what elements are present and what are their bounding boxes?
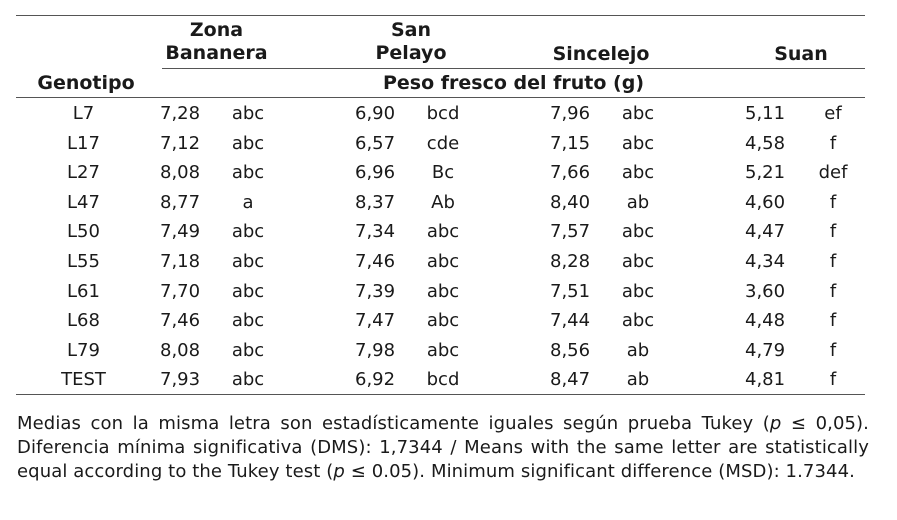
footnote-text-1: Medias con la misma letra son estadísticamente iguales según prueba Tukey ( <box>17 413 770 434</box>
group-suan: f <box>829 132 837 154</box>
group-zona-bananera: abc <box>231 310 265 332</box>
group-san-pelayo: abc <box>426 221 460 243</box>
column-header-zona-bananera-line1: Zona <box>189 19 244 41</box>
group-suan: f <box>829 339 837 361</box>
column-header-san-pelayo-line2: Pelayo <box>375 42 447 64</box>
group-zona-bananera: abc <box>231 339 265 361</box>
group-sincelejo: abc <box>621 132 655 154</box>
group-zona-bananera: abc <box>231 103 265 124</box>
footnote-p-symbol-1: p <box>769 413 782 434</box>
group-zona-bananera: abc <box>231 132 265 154</box>
value-suan: 3,60 <box>745 280 786 302</box>
value-zona-bananera: 7,49 <box>160 221 201 243</box>
column-header-suan: Suan <box>774 43 828 65</box>
table-row <box>16 277 865 307</box>
value-san-pelayo: 7,39 <box>355 280 396 302</box>
value-zona-bananera: 7,46 <box>160 310 201 332</box>
genotype-cell: L55 <box>67 251 100 272</box>
value-zona-bananera: 7,12 <box>160 132 201 154</box>
genotype-cell: L61 <box>67 280 100 302</box>
value-suan: 4,47 <box>745 221 786 243</box>
value-suan: 4,60 <box>745 191 786 213</box>
table-row <box>16 336 865 366</box>
group-zona-bananera: abc <box>231 251 265 272</box>
value-sincelejo: 8,40 <box>550 191 591 213</box>
table-footnote <box>17 412 869 484</box>
value-san-pelayo: 8,37 <box>355 191 396 213</box>
footnote-p-symbol-2: p <box>333 461 345 482</box>
value-zona-bananera: 7,28 <box>160 103 201 124</box>
genotype-cell: L68 <box>67 310 100 332</box>
value-sincelejo: 7,44 <box>550 310 591 332</box>
group-san-pelayo: Ab <box>431 191 455 213</box>
value-sincelejo: 7,96 <box>550 103 591 124</box>
value-suan: 4,81 <box>745 369 786 391</box>
group-san-pelayo: abc <box>426 280 460 302</box>
group-sincelejo: abc <box>621 310 655 332</box>
group-suan: ef <box>824 103 842 124</box>
value-zona-bananera: 7,18 <box>160 251 201 272</box>
footnote-text-2: ≤ 0,05). Diferencia mínima significativa (DMS): 1,7344 / Means with the same letter are statistically equal according to the Tukey test ( <box>17 413 869 482</box>
value-zona-bananera: 8,08 <box>160 162 201 184</box>
measure-spanning-header: Peso fresco del fruto (g) <box>382 72 645 94</box>
value-suan: 5,21 <box>745 162 786 184</box>
group-suan: f <box>829 369 837 391</box>
group-sincelejo: abc <box>621 162 655 184</box>
column-header-sincelejo: Sincelejo <box>552 43 650 65</box>
value-san-pelayo: 6,96 <box>355 162 396 184</box>
table-bottom-rule <box>16 394 865 395</box>
value-sincelejo: 7,15 <box>550 132 591 154</box>
value-zona-bananera: 7,70 <box>160 280 201 302</box>
column-header-genotipo: Genotipo <box>37 72 135 94</box>
table-row <box>16 188 865 218</box>
group-san-pelayo: abc <box>426 310 460 332</box>
table-row <box>16 217 865 247</box>
genotype-cell: L47 <box>67 191 100 213</box>
table-row <box>16 247 865 277</box>
value-sincelejo: 7,57 <box>550 221 591 243</box>
value-san-pelayo: 7,34 <box>355 221 396 243</box>
group-san-pelayo: bcd <box>426 369 460 391</box>
genotype-cell: L17 <box>67 132 100 154</box>
value-suan: 4,58 <box>745 132 786 154</box>
group-zona-bananera: abc <box>231 162 265 184</box>
group-sincelejo: abc <box>621 103 655 124</box>
footnote-text-3: ≤ 0.05). Minimum significant difference (MSD): 1.7344. <box>344 461 855 482</box>
group-suan: f <box>829 251 837 272</box>
group-san-pelayo: cde <box>426 132 460 154</box>
value-sincelejo: 8,47 <box>550 369 591 391</box>
column-header-zona-bananera-line2: Bananera <box>165 42 268 64</box>
genotype-cell: L7 <box>72 103 95 124</box>
group-san-pelayo: abc <box>426 251 460 272</box>
value-sincelejo: 8,56 <box>550 339 591 361</box>
header-sub-rule <box>162 68 865 69</box>
value-san-pelayo: 6,57 <box>355 132 396 154</box>
value-sincelejo: 8,28 <box>550 251 591 272</box>
group-sincelejo: abc <box>621 221 655 243</box>
value-zona-bananera: 8,08 <box>160 339 201 361</box>
value-suan: 4,79 <box>745 339 786 361</box>
group-sincelejo: ab <box>626 369 650 391</box>
group-suan: f <box>829 310 837 332</box>
value-san-pelayo: 6,92 <box>355 369 396 391</box>
group-suan: f <box>829 191 837 213</box>
value-zona-bananera: 7,93 <box>160 369 201 391</box>
value-zona-bananera: 8,77 <box>160 191 201 213</box>
value-san-pelayo: 7,46 <box>355 251 396 272</box>
table-row <box>16 306 865 336</box>
table-row <box>16 365 865 395</box>
group-sincelejo: abc <box>621 280 655 302</box>
group-suan: f <box>829 280 837 302</box>
column-header-san-pelayo <box>356 19 466 65</box>
table-top-rule <box>16 15 865 16</box>
value-san-pelayo: 7,47 <box>355 310 396 332</box>
genotype-cell: L79 <box>67 339 100 361</box>
group-san-pelayo: abc <box>426 339 460 361</box>
genotype-cell: TEST <box>61 369 106 391</box>
header-bottom-rule <box>16 97 865 98</box>
value-san-pelayo: 7,98 <box>355 339 396 361</box>
group-sincelejo: ab <box>626 339 650 361</box>
group-suan: def <box>818 162 848 184</box>
genotype-cell: L27 <box>67 162 100 184</box>
group-zona-bananera: abc <box>231 221 265 243</box>
group-san-pelayo: Bc <box>431 162 455 184</box>
value-suan: 4,34 <box>745 251 786 272</box>
table-row <box>16 158 865 188</box>
column-header-san-pelayo-line1: San <box>390 19 432 41</box>
value-sincelejo: 7,51 <box>550 280 591 302</box>
value-suan: 4,48 <box>745 310 786 332</box>
value-san-pelayo: 6,90 <box>355 103 396 124</box>
genotype-cell: L50 <box>67 221 100 243</box>
column-header-zona-bananera <box>164 19 269 65</box>
value-suan: 5,11 <box>745 103 786 124</box>
table-row <box>16 99 865 129</box>
group-sincelejo: ab <box>626 191 650 213</box>
table-row <box>16 129 865 159</box>
value-sincelejo: 7,66 <box>550 162 591 184</box>
group-zona-bananera: abc <box>231 369 265 391</box>
group-zona-bananera: a <box>242 191 254 213</box>
group-san-pelayo: bcd <box>426 103 460 124</box>
group-sincelejo: abc <box>621 251 655 272</box>
group-suan: f <box>829 221 837 243</box>
group-zona-bananera: abc <box>231 280 265 302</box>
